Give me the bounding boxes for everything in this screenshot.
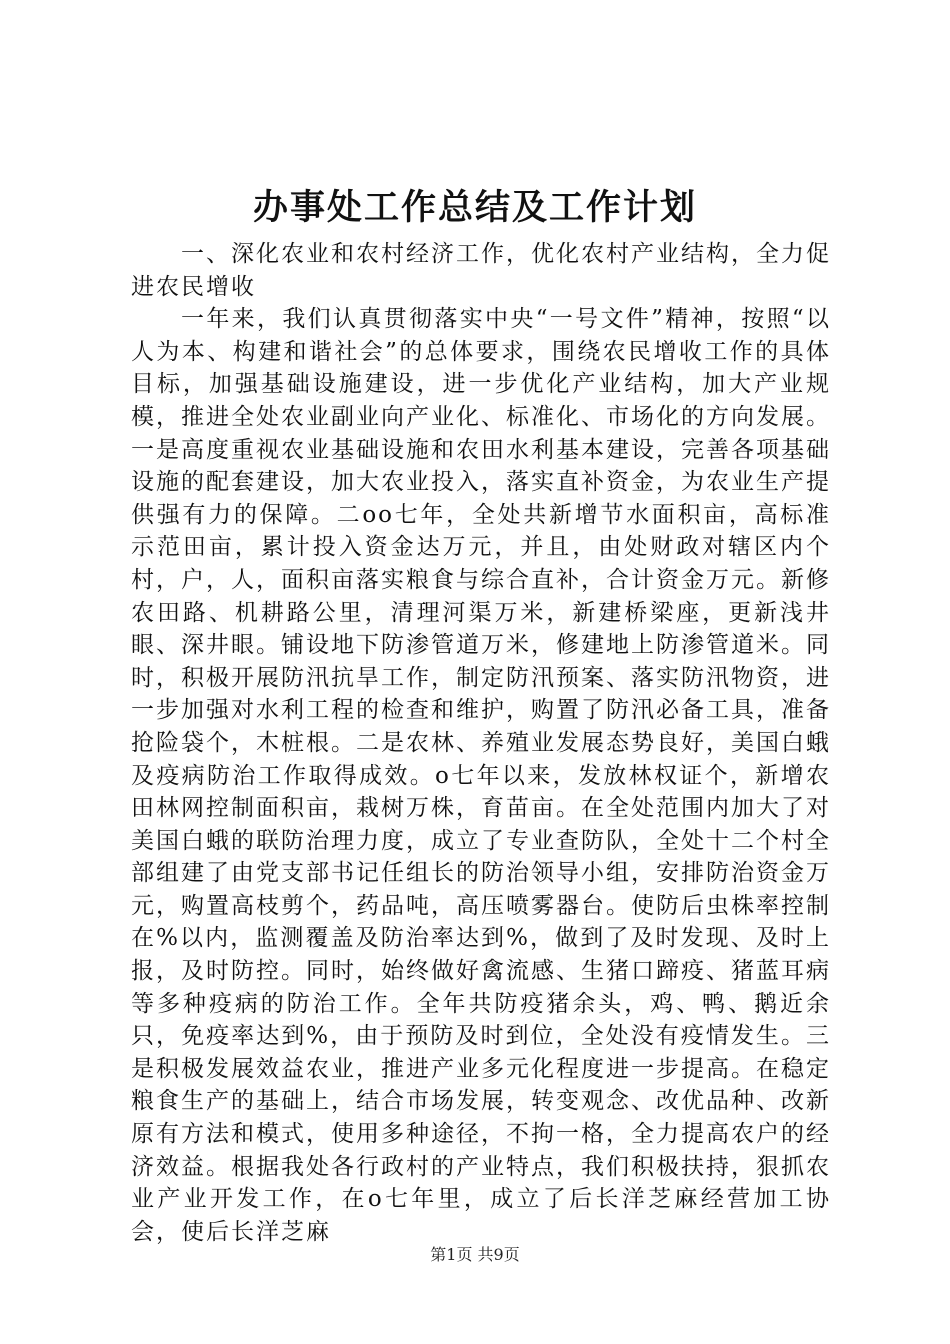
document-body: [131, 238, 831, 1248]
body-paragraph: 一年来，我们认真贯彻落实中央“一号文件”精神，按照“以人为本、构建和谐社会”的总体要求，围绕农民增收工作的具体目标，加强基础设施建设，进一步优化产业结构，加大产业规模，推进全处农业副业向产业化、标准化、市场化的方向发展。一是高度重视农业基础设施和农田水利基本建设，完善各项基础设施的配套建设，加大农业投入，落实直补资金，为农业生产提供强有力的保障。二oo七年，全处共新增节水面积亩，高标准示范田亩，累计投入资金达万元，并且，由处财政对辖区内个村，户，人，面积亩落实粮食与综合直补，合计资金万元。新修农田路、机耕路公里，清理河渠万米，新建桥梁座，更新浅井眼、深井眼。铺设地下防渗管道万米，修建地上防渗管道米。同时，积极开展防汛抗旱工作，制定防汛预案、落实防汛物资，进一步加强对水利工程的检查和维护，购置了防汛必备工具，准备抢险袋个，木桩根。二是农林、养殖业发展态势良好，美国白蛾及疫病防治工作取得成效。o七年以来，发放林权证个，新增农田林网控制面积亩，栽树万株，育苗亩。在全处范围内加大了对美国白蛾的联防治理力度，成立了专业查防队，全处十二个村全部组建了由党支部书记任组长的防治领导小组，安排防治资金万元，购置高枝剪个，药品吨，高压喷雾器台。使防后虫株率控制在%以内，监测覆盖及防治率达到%，做到了及时发现、及时上报，及时防控。同时，始终做好禽流感、生猪口蹄疫、猪蓝耳病等多种疫病的防治工作。全年共防疫猪余头，鸡、鸭、鹅近余只，免疫率达到%，由于预防及时到位，全处没有疫情发生。三是积极发展效益农业，推进产业多元化程度进一步提高。在稳定粮食生产的基础上，结合市场发展，转变观念、改优品种、改新原有方法和模式，使用多种途径，不拘一格，全力提高农户的经济效益。根据我处各行政村的产业特点，我们积极扶持，狠抓农业产业开发工作，在o七年里，成立了后长洋芝麻经营加工协会，使后长洋芝麻: [131, 306, 831, 1245]
section-heading-paragraph: 一、深化农业和农村经济工作，优化农村产业结构，全力促进农民增收: [131, 241, 831, 300]
document-title: 办事处工作总结及工作计划: [252, 187, 697, 228]
page-footer: 第1页 共9页: [430, 1245, 520, 1264]
